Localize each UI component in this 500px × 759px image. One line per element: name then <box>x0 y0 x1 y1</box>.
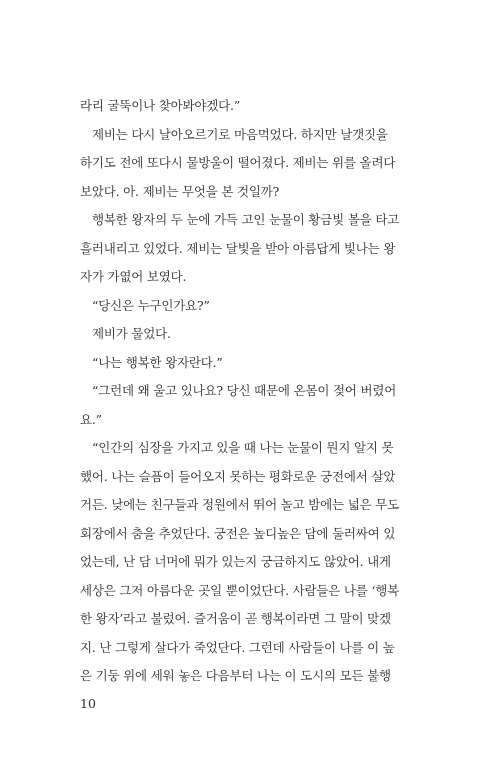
text-line: “인간의 심장을 가지고 있을 때 나는 눈물이 뭔지 알지 못 <box>92 440 394 455</box>
text-line: 제비는 다시 날아오르기로 마음먹었다. 하지만 날갯짓을 <box>92 126 388 142</box>
text-line: 었는데, 난 담 너머에 뭐가 있는지 궁금하지도 않았어. 내게 <box>80 554 391 569</box>
text-line: “나는 행복한 왕자란다.” <box>92 354 223 370</box>
text-line: 은 기둥 위에 세워 놓은 다음부터 나는 이 도시의 모든 불행 <box>80 668 391 683</box>
text-line: “그런데 왜 울고 있나요? 당신 때문에 온몸이 젖어 버렸어 <box>92 383 397 398</box>
text-line: 했어. 나는 슬픔이 들어오지 못하는 평화로운 궁전에서 살았 <box>80 468 396 484</box>
text-line: 회장에서 춤을 추었단다. 궁전은 높디높은 담에 둘러싸여 있 <box>80 525 396 541</box>
text-line: 자가 가엾어 보였다. <box>80 269 187 284</box>
text-line: 거든. 낮에는 친구들과 정원에서 뛰어 놀고 밤에는 넓은 무도 <box>80 497 399 512</box>
body-text <box>80 92 428 691</box>
page-number: 10 <box>80 696 96 711</box>
text-line: 행복한 왕자의 두 눈에 가득 고인 눈물이 황금빛 볼을 타고 <box>92 212 400 227</box>
text-line: 지. 난 그렇게 살다가 죽었단다. 그런데 사람들이 나를 이 높 <box>80 639 395 655</box>
text-line: “당신은 누구인가요?” <box>92 297 210 313</box>
text-line: 흘러내리고 있었다. 제비는 달빛을 받아 아름답게 빛나는 왕 <box>80 240 396 256</box>
text-line: 세상은 그저 아름다운 곳일 뿐이었단다. 사람들은 나를 ‘행복 <box>80 582 399 598</box>
text-line: 요.” <box>80 411 102 427</box>
text-line: 제비가 물었다. <box>92 326 171 341</box>
text-line: 한 왕자’라고 불렀어. 즐거움이 곧 행복이라면 그 말이 맞겠 <box>80 611 391 626</box>
text-line: 라리 굴뚝이나 찾아봐야겠다.” <box>80 98 241 113</box>
text-line: 하기도 전에 또다시 물방울이 떨어졌다. 제비는 위를 올려다 <box>80 155 396 170</box>
text-line: 보았다. 아. 제비는 무엇을 본 것일까? <box>80 183 280 199</box>
